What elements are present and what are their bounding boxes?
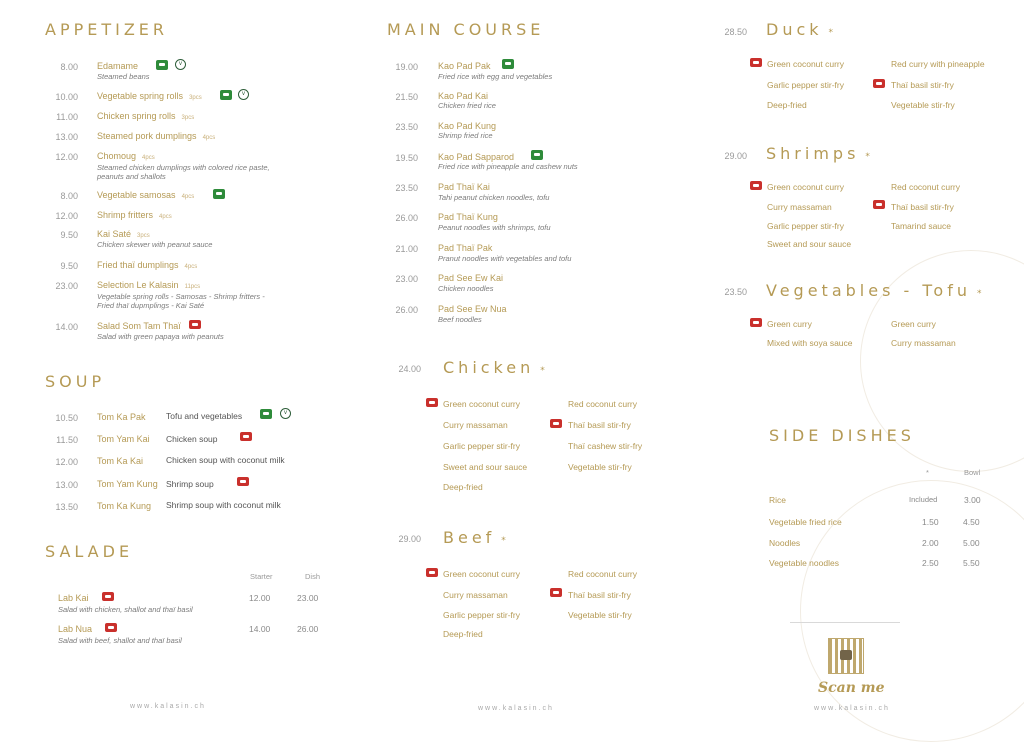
- beef-title-text: Beef: [443, 528, 496, 547]
- side-item-name: Noodles: [769, 538, 801, 548]
- option: Garlic pepper stir-fry: [443, 441, 520, 451]
- side-small: 2.50: [922, 558, 939, 568]
- footer-url[interactable]: www.kalasin.ch: [814, 705, 890, 712]
- option: Thaï basil stir-fry: [568, 420, 631, 430]
- list-item: [97, 260, 197, 270]
- pieces: 4pcs: [159, 214, 172, 220]
- price: 19.50: [395, 153, 418, 163]
- scan-me-label: Scan me: [818, 680, 885, 696]
- item-name: Steamed pork dumplings: [97, 131, 197, 141]
- vegtofu-title-text: Vegetables - Tofu: [766, 281, 971, 300]
- price: 13.50: [55, 502, 78, 512]
- option: Green coconut curry: [443, 399, 521, 409]
- item-name: Shrimp fritters: [97, 210, 154, 220]
- option: Deep-fried: [767, 100, 807, 110]
- list-item: [97, 111, 194, 121]
- item-description: Shrimp fried rice: [438, 131, 493, 140]
- pieces: 4pcs: [202, 135, 216, 141]
- chili-icon: [550, 588, 562, 597]
- item-description: Chicken soup: [166, 434, 218, 444]
- chili-icon: [240, 432, 252, 441]
- side-item-name: Rice: [769, 495, 787, 505]
- list-item: [97, 280, 200, 290]
- item-description: Fried thaï dupmplings - Kai Saté: [97, 301, 205, 310]
- pieces: 4pcs: [142, 155, 155, 161]
- chicken-title: [443, 358, 545, 377]
- star-mark: *: [865, 152, 870, 162]
- chili-icon: [189, 320, 201, 329]
- footer-url[interactable]: www.kalasin.ch: [130, 703, 206, 710]
- pieces: 4pcs: [181, 194, 195, 200]
- side-item-name: Vegetable fried rice: [769, 517, 842, 527]
- price: 13.00: [55, 132, 78, 142]
- side-bowl: 5.00: [963, 538, 980, 548]
- star-mark: *: [501, 536, 506, 546]
- option: Sweet and sour sauce: [767, 239, 852, 249]
- list-item: [97, 229, 150, 239]
- option: Green curry: [891, 319, 936, 329]
- dish-price: 26.00: [297, 624, 319, 634]
- list-item: [97, 210, 172, 220]
- chili-icon: [750, 318, 762, 327]
- soup-title: SOUP: [45, 372, 106, 391]
- price: 26.00: [395, 305, 418, 315]
- side-bowl: 5.50: [963, 558, 980, 568]
- chicken-title-text: Chicken: [443, 358, 535, 377]
- main-course-title: MAIN COURSE: [387, 20, 545, 39]
- elephant-icon: [156, 60, 168, 70]
- price: 23.00: [395, 274, 418, 284]
- star-mark: *: [828, 28, 834, 38]
- price: 10.00: [55, 92, 78, 102]
- price: 9.50: [60, 230, 78, 240]
- star-mark: *: [540, 366, 545, 376]
- side-item-name: Vegetable noodles: [769, 558, 839, 568]
- item-description: Vegetable spring rolls - Samosas - Shrimp fritters -: [97, 292, 265, 301]
- divider: [790, 622, 900, 623]
- side-small: Included: [909, 495, 938, 504]
- vegtofu-price: 23.50: [724, 287, 747, 297]
- pieces: 3pcs: [181, 115, 195, 121]
- option: Red coconut curry: [891, 182, 960, 192]
- item-description: Chicken skewer with peanut sauce: [97, 240, 213, 249]
- item-name: Pad Thaï Pak: [438, 243, 493, 253]
- chili-icon: [105, 623, 117, 632]
- option: Thaï basil stir-fry: [891, 80, 954, 90]
- pieces: 4pcs: [184, 264, 198, 270]
- item-name: Pad Thaï Kung: [438, 212, 498, 222]
- item-name: Vegetable spring rolls: [97, 91, 184, 101]
- vegan-icon: v: [280, 408, 291, 419]
- item-description: Chicken noodles: [438, 284, 494, 293]
- item-name: Selection Le Kalasin: [97, 280, 179, 290]
- price: 21.50: [395, 92, 418, 102]
- option: Garlic pepper stir-fry: [767, 80, 844, 90]
- duck-price: 28.50: [724, 27, 747, 37]
- price: 10.50: [55, 413, 78, 423]
- option: Curry massaman: [891, 338, 956, 348]
- side-bowl: 4.50: [963, 517, 980, 527]
- item-description: Tahi peanut chicken noodles, tofu: [438, 193, 550, 202]
- price: 11.50: [56, 435, 78, 445]
- item-description: Salad with chicken, shallot and thaï basil: [58, 605, 193, 614]
- appetizer-title: APPETIZER: [45, 20, 169, 39]
- column-header-starter: Starter: [250, 572, 273, 581]
- price: 23.00: [55, 281, 78, 291]
- option: Thaï basil stir-fry: [568, 590, 631, 600]
- beef-price: 29.00: [398, 534, 421, 544]
- list-item: [97, 151, 155, 161]
- item-description: Shrimp soup: [166, 479, 214, 489]
- item-description: Fried rice with egg and vegetables: [438, 72, 553, 81]
- salade-title: SALADE: [45, 542, 134, 561]
- elephant-icon: [220, 90, 232, 100]
- item-description: Peanut noodles with shrimps, tofu: [438, 223, 551, 232]
- starter-price: 14.00: [249, 624, 271, 634]
- option: Vegetable stir-fry: [891, 100, 955, 110]
- item-name: Kao Pad Kung: [438, 121, 497, 131]
- option: Garlic pepper stir-fry: [767, 221, 844, 231]
- qr-code[interactable]: [828, 638, 864, 674]
- item-description: Chicken fried rice: [438, 101, 496, 110]
- option: Red coconut curry: [568, 399, 637, 409]
- item-name: Pad See Ew Kai: [438, 273, 504, 283]
- option: Thaï basil stir-fry: [891, 202, 954, 212]
- option: Sweet and sour sauce: [443, 462, 528, 472]
- column-header-bowl: Bowl: [964, 468, 981, 477]
- chili-icon: [873, 200, 885, 209]
- item-name: Tom Ka Pak: [97, 412, 146, 422]
- pieces: 11pcs: [184, 284, 201, 290]
- price: 12.00: [55, 457, 78, 467]
- option: Green coconut curry: [767, 59, 845, 69]
- item-name: Pad Thaï Kai: [438, 182, 490, 192]
- beef-title: [443, 528, 506, 547]
- qr-elephant-icon: [840, 650, 852, 660]
- option: Mixed with soya sauce: [767, 338, 853, 348]
- pieces: 3pcs: [189, 95, 202, 101]
- option: Green curry: [767, 319, 812, 329]
- shrimps-title: [766, 144, 870, 163]
- option: Red curry with pineapple: [891, 59, 985, 69]
- item-name: Tom Ka Kung: [97, 501, 152, 511]
- item-name: Tom Yam Kung: [97, 479, 158, 489]
- starter-price: 12.00: [249, 593, 271, 603]
- pieces: 3pcs: [137, 233, 150, 239]
- price: 8.00: [60, 191, 78, 201]
- option: Green coconut curry: [767, 182, 845, 192]
- item-name: Lab Nua: [58, 624, 93, 634]
- option: Curry massaman: [443, 590, 508, 600]
- item-name: Chicken spring rolls: [97, 111, 176, 121]
- elephant-icon: [502, 59, 514, 69]
- list-item: [97, 61, 138, 71]
- option: Deep-fried: [443, 629, 483, 639]
- star-mark: *: [976, 289, 982, 299]
- dish-price: 23.00: [297, 593, 319, 603]
- item-name: Chomoug: [97, 151, 137, 161]
- vegtofu-title: [766, 281, 981, 300]
- elephant-icon: [260, 409, 272, 419]
- item-description: Chicken soup with coconut milk: [166, 455, 285, 465]
- elephant-icon: [213, 189, 225, 199]
- vegan-icon: v: [238, 89, 249, 100]
- option: Curry massaman: [443, 420, 508, 430]
- item-name: Kao Pad Pak: [438, 61, 491, 71]
- item-name: Edamame: [97, 61, 139, 71]
- price: 12.00: [55, 152, 78, 162]
- price: 19.00: [395, 62, 418, 72]
- price: 21.00: [395, 244, 418, 254]
- option: Tamarind sauce: [891, 221, 952, 231]
- option: Red coconut curry: [568, 569, 637, 579]
- price: 26.00: [395, 213, 418, 223]
- column-header-dish: Dish: [305, 572, 321, 581]
- vegan-icon: v: [175, 59, 186, 70]
- option: Curry massaman: [767, 202, 832, 212]
- item-name: Tom Ka Kai: [97, 456, 144, 466]
- item-name: Fried thaï dumplings: [97, 260, 179, 270]
- chili-icon: [550, 419, 562, 428]
- price: 11.00: [56, 112, 78, 122]
- item-name: Kao Pad Sapparod: [438, 152, 515, 162]
- chili-icon: [750, 58, 762, 67]
- list-item: [97, 190, 194, 200]
- price: 12.00: [55, 211, 78, 221]
- item-name: Vegetable samosas: [97, 190, 176, 200]
- price: 13.00: [55, 480, 78, 490]
- item-description: Pranut noodles with vegetables and tofu: [438, 254, 572, 263]
- price: 23.50: [395, 122, 418, 132]
- item-description: Steamed chicken dumplings with colored rice paste,: [97, 163, 270, 172]
- item-description: Steamed beans: [97, 72, 150, 81]
- price: 23.50: [395, 183, 418, 193]
- option: Garlic pepper stir-fry: [443, 610, 520, 620]
- item-name: Lab Kai: [58, 593, 89, 603]
- item-description: Beef noodles: [438, 315, 482, 324]
- list-item: [97, 321, 181, 331]
- column-header-star: *: [926, 468, 929, 477]
- elephant-icon: [531, 150, 543, 160]
- shrimps-title-text: Shrimps: [766, 144, 860, 163]
- option: Vegetable stir-fry: [568, 462, 632, 472]
- chili-icon: [873, 79, 885, 88]
- side-small: 2.00: [922, 538, 939, 548]
- duck-title: [766, 20, 833, 39]
- list-item: [97, 131, 215, 141]
- list-item: [97, 91, 202, 101]
- chili-icon: [426, 398, 438, 407]
- footer-url[interactable]: www.kalasin.ch: [478, 705, 554, 712]
- item-description: Tofu and vegetables: [166, 411, 243, 421]
- duck-title-text: Duck: [766, 20, 823, 39]
- item-name: Kao Pad Kai: [438, 91, 489, 101]
- chili-icon: [237, 477, 249, 486]
- item-name: Pad See Ew Nua: [438, 304, 507, 314]
- option: Deep-fried: [443, 482, 483, 492]
- side-dishes-title: SIDE DISHES: [769, 426, 915, 445]
- item-description: peanuts and shallots: [97, 172, 166, 181]
- chili-icon: [426, 568, 438, 577]
- side-bowl: 3.00: [964, 495, 981, 505]
- item-description: Shrimp soup with coconut milk: [166, 500, 281, 510]
- item-name: Kai Saté: [97, 229, 132, 239]
- chicken-price: 24.00: [398, 364, 421, 374]
- item-name: Salad Som Tam Thaï: [97, 321, 181, 331]
- price: 14.00: [55, 322, 78, 332]
- option: Thaï cashew stir-fry: [568, 441, 643, 451]
- option: Green coconut curry: [443, 569, 521, 579]
- item-description: Fried rice with pineapple and cashew nuts: [438, 162, 578, 171]
- chili-icon: [750, 181, 762, 190]
- item-description: Salad with beef, shallot and thaï basil: [58, 636, 182, 645]
- option: Vegetable stir-fry: [568, 610, 632, 620]
- chili-icon: [102, 592, 114, 601]
- side-small: 1.50: [922, 517, 939, 527]
- item-name: Tom Yam Kai: [97, 434, 150, 444]
- price: 8.00: [60, 62, 78, 72]
- shrimps-price: 29.00: [724, 151, 747, 161]
- item-description: Salad with green papaya with peanuts: [97, 332, 224, 341]
- price: 9.50: [60, 261, 78, 271]
